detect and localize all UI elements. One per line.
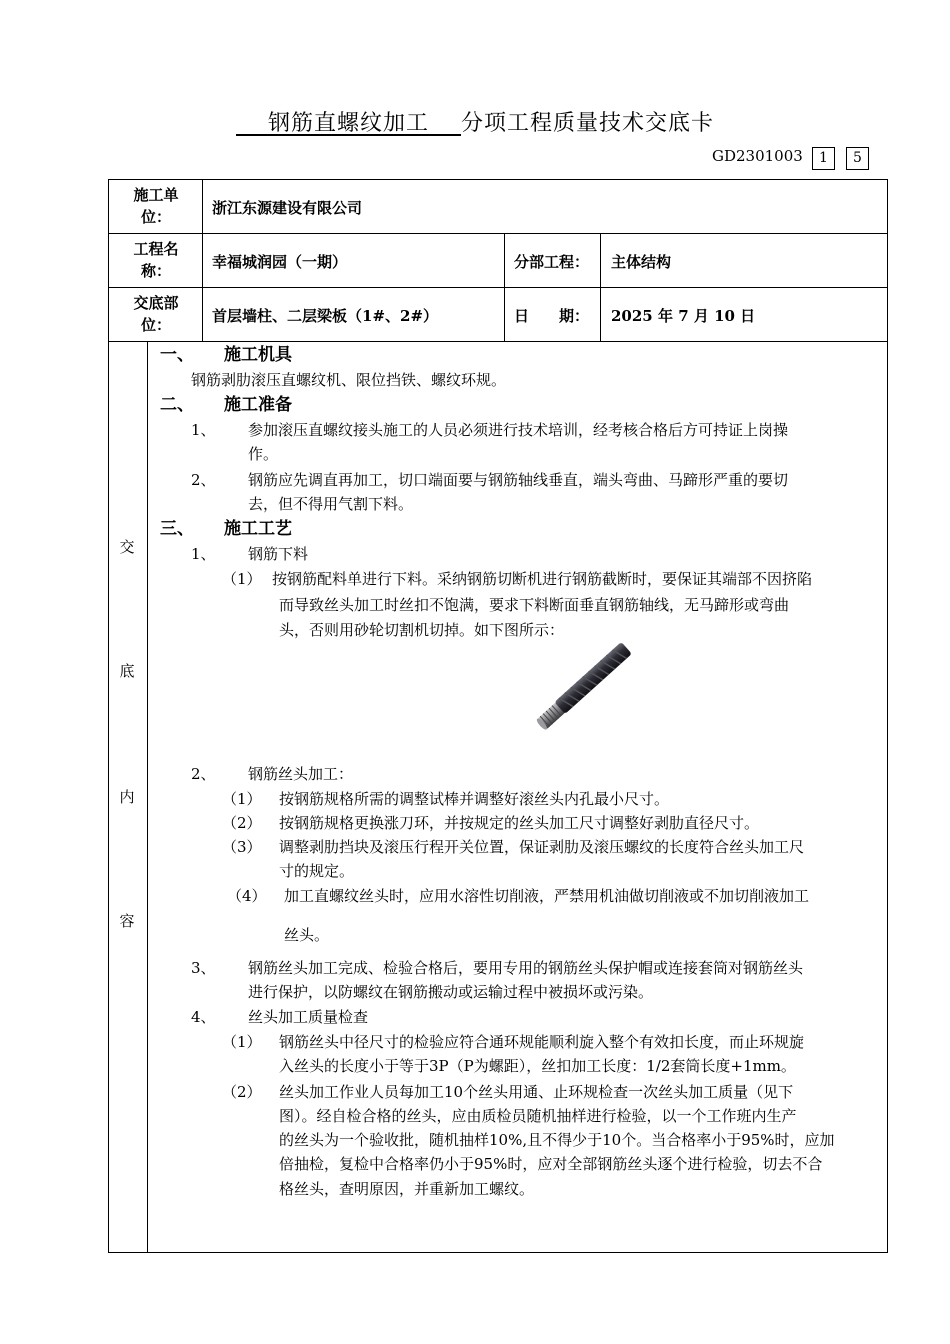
- side-label-char: 容: [119, 912, 135, 930]
- section-3-number: 三、: [160, 519, 194, 539]
- item-number: 2、: [191, 471, 216, 489]
- section-1-number: 一、: [160, 345, 194, 365]
- item-text: 参加滚压直螺纹接头施工的人员必须进行技术培训，经考核合格后方可持证上岗操: [248, 421, 789, 439]
- side-label-char: 交: [119, 538, 135, 556]
- section-1-text: 钢筋剥肋滚压直螺纹机、限位挡铁、螺纹环规。: [191, 371, 507, 389]
- sub-item-number: （1）: [222, 1033, 262, 1051]
- doc-code-row: [712, 147, 862, 171]
- item-text: 丝头加工质量检查: [248, 1008, 369, 1026]
- unit-label: 施工单 位：: [133, 186, 179, 226]
- section-3-title: 施工工艺: [224, 519, 292, 539]
- item-text: 而导致丝头加工时丝扣不饱满，要求下料断面垂直钢筋轴线，无马蹄形或弯曲: [279, 596, 790, 614]
- item-text: 按钢筋配料单进行下料。采纳钢筋切断机进行钢筋截断时，要保证其端部不因挤陷: [272, 570, 813, 588]
- item-text: 的丝头为一个验收批，随机抽样10%,且不得少于10个。当合格率小于95%时，应加: [279, 1131, 835, 1149]
- unit-value: 浙江东源建设有限公司: [212, 199, 363, 217]
- sub-item-number: （2）: [222, 1083, 262, 1101]
- division-label: 分部工程：: [514, 253, 590, 271]
- item-text: 钢筋丝头加工：: [248, 765, 354, 783]
- item-text: 去，但不得用气割下料。: [248, 495, 414, 513]
- col-divider: [147, 341, 148, 1253]
- project-label: 工程名 称：: [133, 240, 179, 280]
- item-text: 调整剥肋挡块及滚压行程开关位置，保证剥肋及滚压螺纹的长度符合丝头加工尺: [279, 838, 805, 856]
- row-divider: [108, 341, 888, 342]
- item-number: 1、: [191, 545, 216, 563]
- item-text: 丝头。: [284, 926, 330, 944]
- item-number: 2、: [191, 765, 216, 783]
- project-value: 幸福城润园（一期）: [212, 253, 348, 271]
- sub-item-number: （2）: [222, 814, 262, 832]
- row-divider: [108, 287, 888, 288]
- col-divider: [202, 179, 203, 341]
- item-text: 作。: [248, 445, 279, 463]
- item-number: 3、: [191, 959, 216, 977]
- row-divider: [108, 233, 888, 234]
- item-text: 进行保护，以防螺纹在钢筋搬动或运输过程中被损坏或污染。: [248, 983, 654, 1001]
- item-text: 入丝头的长度小于等于3P（P为螺距），丝扣加工长度：1/2套筒长度+1mm。: [279, 1057, 796, 1075]
- item-number: 1、: [191, 421, 216, 439]
- item-text: 钢筋应先调直再加工，切口端面要与钢筋轴线垂直，端头弯曲、马蹄形严重的要切: [248, 471, 789, 489]
- item-text: 加工直螺纹丝头时，应用水溶性切削液，严禁用机油做切削液或不加切削液加工: [284, 887, 810, 905]
- item-text: 按钢筋规格更换涨刀环，并按规定的丝头加工尺寸调整好剥肋直径尺寸。: [279, 814, 760, 832]
- item-text: 寸的规定。: [279, 862, 355, 880]
- item-text: 钢筋下料: [248, 545, 309, 563]
- side-label-char: 内: [119, 788, 135, 806]
- item-text: 格丝头，查明原因，并重新加工螺纹。: [279, 1180, 535, 1198]
- title-underlined: 钢筋直螺纹加工: [267, 111, 429, 136]
- date-label: 日 期：: [514, 307, 590, 325]
- item-text: 钢筋丝头中径尺寸的检验应符合通环规能顺利旋入整个有效扣长度，而止环规旋: [279, 1033, 805, 1051]
- section-1-title: 施工机具: [224, 345, 292, 365]
- item-text: 倍抽检，复检中合格率仍小于95%时，应对全部钢筋丝头逐个进行检验，切去不合: [279, 1155, 823, 1173]
- item-text: 头，否则用砂轮切割机切掉。如下图所示：: [279, 621, 565, 639]
- sub-item-number: （1）: [222, 570, 262, 588]
- item-text: 按钢筋规格所需的调整试棒并调整好滚丝头内孔最小尺寸。: [279, 790, 670, 808]
- item-number: 4、: [191, 1008, 216, 1026]
- part-value: 首层墙柱、二层梁板（1#、2#）: [212, 307, 439, 325]
- title-rest: 分项工程质量技术交底卡: [460, 111, 714, 136]
- doc-code: GD2301003: [712, 147, 803, 165]
- date-value: 2025 年 7 月 10 日: [611, 307, 756, 325]
- col-divider: [504, 233, 505, 341]
- threaded-rebar-image: [520, 638, 644, 738]
- col-divider: [600, 233, 601, 341]
- side-label-char: 底: [119, 662, 135, 680]
- item-text: 图）。经自检合格的丝头，应由质检员随机抽样进行检验，以一个工作班内生产: [279, 1107, 797, 1125]
- division-value: 主体结构: [611, 253, 672, 271]
- section-2-title: 施工准备: [224, 395, 292, 415]
- sub-item-number: （3）: [222, 838, 262, 856]
- part-label: 交底部 位：: [133, 294, 179, 334]
- item-text: 钢筋丝头加工完成、检验合格后，要用专用的钢筋丝头保护帽或连接套筒对钢筋丝头: [248, 959, 804, 977]
- page-number-box: 1: [812, 147, 835, 170]
- sub-item-number: （1）: [222, 790, 262, 808]
- item-text: 丝头加工作业人员每加工10个丝头用通、止环规检查一次丝头加工质量（见下: [279, 1083, 794, 1101]
- sub-item-number: （4）: [227, 887, 267, 905]
- page-title: [0, 106, 950, 137]
- page-total-box: 5: [846, 147, 869, 170]
- section-2-number: 二、: [160, 395, 194, 415]
